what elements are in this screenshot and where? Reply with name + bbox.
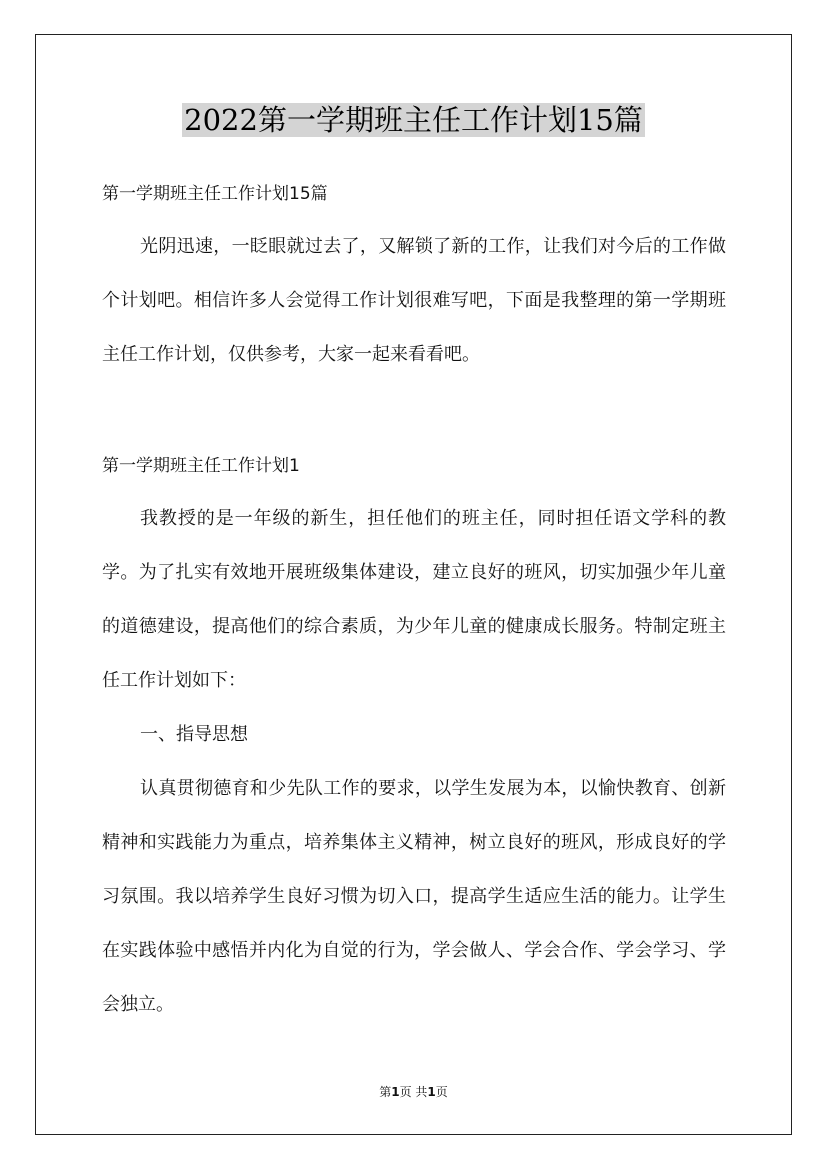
document-subtitle: 第一学期班主任工作计划15篇 — [102, 184, 328, 204]
page-mid: 页 共 — [399, 1085, 428, 1099]
section-1-heading: 第一学期班主任工作计划1 — [102, 456, 300, 476]
part-1-heading: 一、指导思想 — [140, 724, 248, 745]
page-current: 1 — [391, 1085, 400, 1099]
intro-paragraph: 光阴迅速，一眨眼就过去了，又解锁了新的工作，让我们对今后的工作做个计划吧。相信许多人会觉得工作计划很难写吧，下面是我整理的第一学期班主任工作计划，仅供参考，大家一起来看看吧。 — [102, 236, 726, 365]
document-title — [0, 100, 827, 140]
page-number-footer — [0, 1083, 827, 1101]
page-prefix: 第 — [379, 1085, 392, 1099]
part-1-paragraph: 认真贯彻德育和少先队工作的要求，以学生发展为本，以愉快教育、创新精神和实践能力为重点，培养集体主义精神，树立良好的班风，形成良好的学习氛围。我以培养学生良好习惯为切入口，提高学生适应生活的能力。让学生在实践体验中感悟并内化为自觉的行为，学会做人、学会合作、学会学习、学会独立。 — [102, 778, 726, 1015]
page-total: 1 — [427, 1085, 436, 1099]
page-suffix: 页 — [435, 1085, 448, 1099]
section-1-paragraph: 我教授的是一年级的新生，担任他们的班主任，同时担任语文学科的教学。为了扎实有效地开展班级集体建设，建立良好的班风，切实加强少年儿童的道德建设，提高他们的综合素质，为少年儿童的健康成长服务。特制定班主任工作计划如下： — [102, 508, 726, 691]
document-title-text: 2022第一学期班主任工作计划15篇 — [184, 103, 643, 137]
